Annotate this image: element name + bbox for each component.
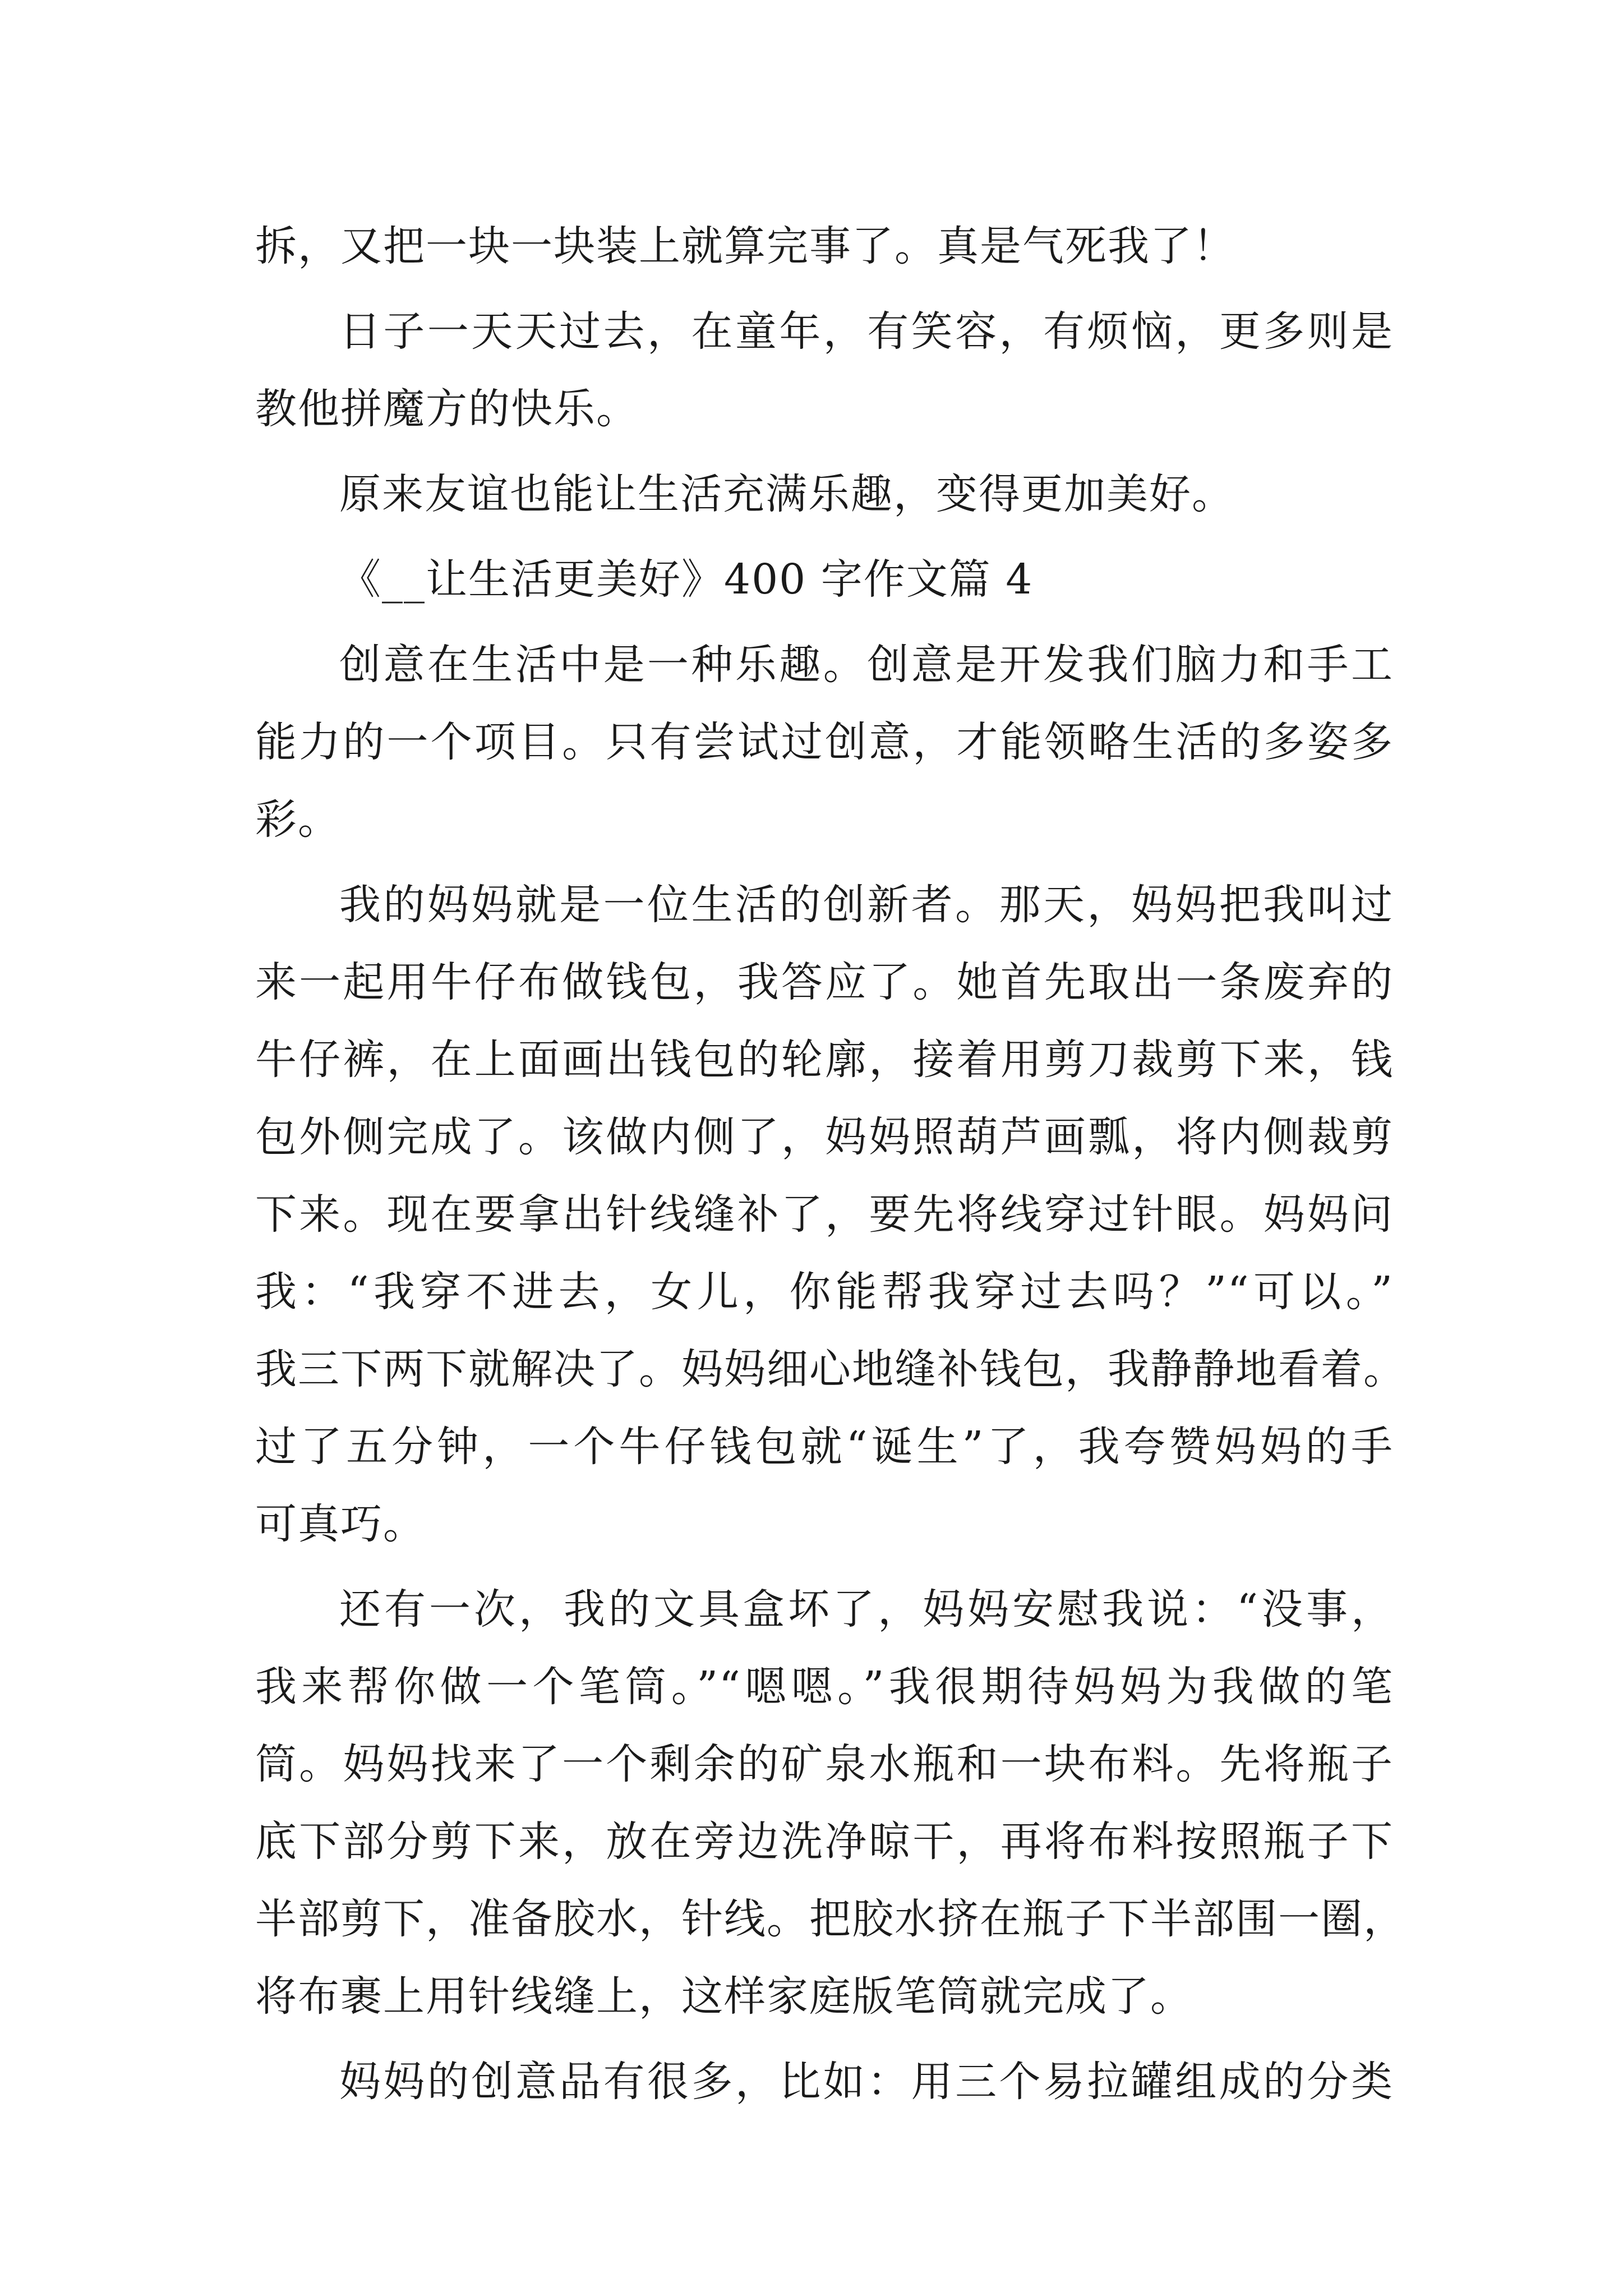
text-line: 将布裹上用针线缝上，这样家庭版笔筒就完成了。 [255,1972,1193,2021]
paragraph [255,455,1394,533]
essay-text [255,208,1406,2120]
text-line: 我来帮你做一个笔筒。”“嗯嗯。”我很期待妈妈为我做的笔 [255,1663,1394,1711]
text-line: 下来。现在要拿出针线缝补了，要先将线穿过针眼。妈妈问 [255,1190,1394,1239]
text-line: 筒。妈妈找来了一个剩余的矿泉水瓶和一块布料。先将瓶子 [255,1740,1394,1788]
text-line: 教他拼魔方的快乐。 [255,385,639,433]
paragraph [255,626,1394,858]
text-line: 彩。 [255,795,340,844]
text-line: 来一起用牛仔布做钱包，我答应了。她首先取出一条废弃的 [255,958,1394,1006]
text-line: 包外侧完成了。该做内侧了，妈妈照葫芦画瓢，将内侧裁剪 [255,1113,1394,1161]
text-line: 能力的一个项目。只有尝试过创意，才能领略生活的多姿多 [255,718,1394,766]
text-line: 我三下两下就解决了。妈妈细心地缝补钱包，我静静地看着。 [255,1345,1406,1393]
text-line: 拆，又把一块一块装上就算完事了。真是气死我了！ [255,222,1235,270]
text-line: 创意在生活中是一种乐趣。创意是开发我们脑力和手工 [339,641,1394,689]
paragraph [255,866,1406,1563]
text-line: 半部剪下，准备胶水，针线。把胶水挤在瓶子下半部围一圈， [255,1895,1406,1943]
text-line: 过了五分钟，一个牛仔钱包就“诞生”了，我夸赞妈妈的手 [255,1423,1394,1471]
heading-text: 《__让生活更美好》400 字作文篇 4 [339,555,1034,604]
text-line: 原来友谊也能让生活充满乐趣，变得更加美好。 [339,470,1234,518]
text-line: 还有一次，我的文具盒坏了，妈妈安慰我说：“没事， [339,1585,1394,1634]
text-line: 牛仔裤，在上面画出钱包的轮廓，接着用剪刀裁剪下来，钱 [255,1036,1394,1084]
paragraph [255,1571,1406,2035]
text-line: 我：“我穿不进去，女儿，你能帮我穿过去吗？”“可以。” [255,1268,1394,1316]
text-line: 日子一天天过去，在童年，有笑容，有烦恼，更多则是 [339,307,1394,356]
paragraph [255,2043,1394,2120]
paragraph [255,293,1394,448]
text-line: 妈妈的创意品有很多，比如：用三个易拉罐组成的分类 [339,2058,1394,2106]
text-line: 可真巧。 [255,1500,426,1548]
text-line: 我的妈妈就是一位生活的创新者。那天，妈妈把我叫过 [339,881,1394,929]
section-heading [255,541,1394,618]
paragraph [255,208,1394,285]
text-line: 底下部分剪下来，放在旁边洗净晾干，再将布料按照瓶子下 [255,1818,1394,1866]
